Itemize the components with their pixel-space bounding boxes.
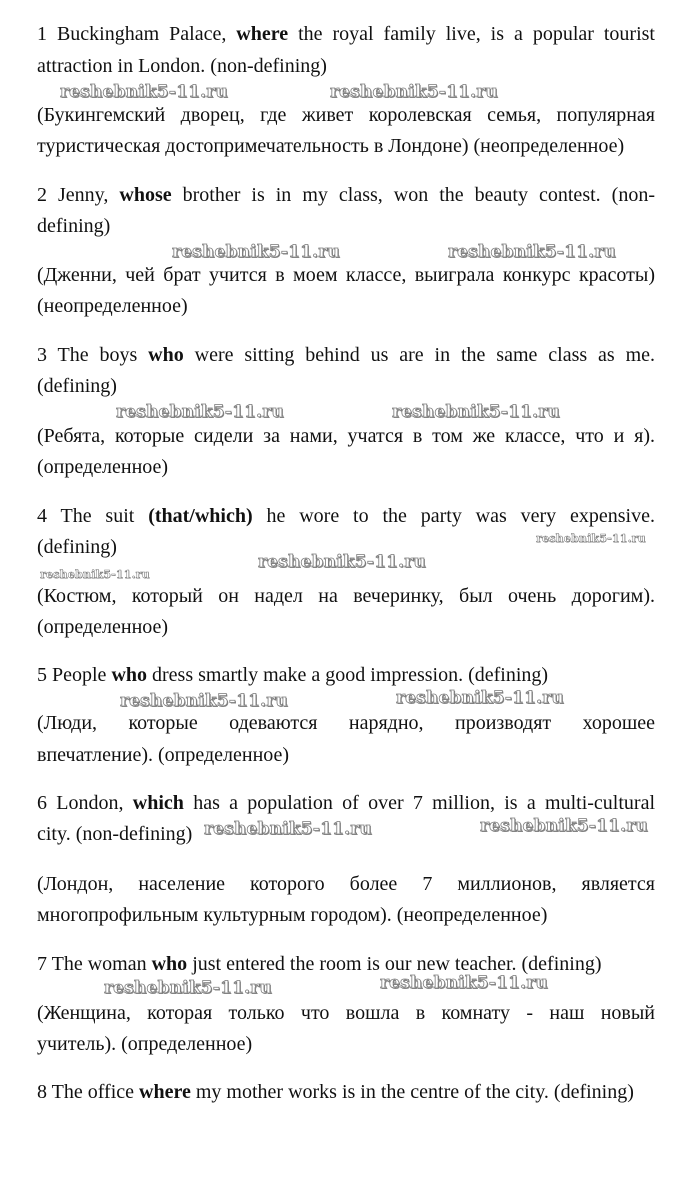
item-1-translation-line-1: (Букингемский дворец, где живет королевская семья, популярная: [37, 104, 655, 126]
item-3-line-2: (defining): [37, 375, 117, 397]
watermark: reshebnik5-11.ru: [258, 552, 426, 572]
item-2-translation-line-1: (Дженни, чей брат учится в моем классе, выиграла конкурс красоты): [37, 264, 655, 286]
watermark: reshebnik5-11.ru: [480, 816, 648, 836]
watermark: reshebnik5-11.ru: [40, 568, 150, 581]
item-7-translation-line-1: (Женщина, которая только что вошла в комнату - наш новый: [37, 1002, 655, 1024]
item-4-line-2: (defining): [37, 536, 117, 558]
item-2-line-2: defining): [37, 215, 111, 237]
item-3-translation-line-1: (Ребята, которые сидели за нами, учатся в том же классе, что и я).: [37, 425, 655, 447]
watermark: reshebnik5-11.ru: [172, 242, 340, 262]
watermark: reshebnik5-11.ru: [448, 242, 616, 262]
item-3-translation-line-2: (определенное): [37, 456, 169, 478]
watermark: reshebnik5-11.ru: [330, 82, 498, 102]
watermark: reshebnik5-11.ru: [392, 402, 560, 422]
item-6-line-1: 6 London, which has a population of over 7 million, is a multi-cultural: [37, 792, 655, 814]
item-1-line-1: 1 Buckingham Palace, where the royal family live, is a popular tourist: [37, 23, 655, 45]
item-2-translation-line-2: (неопределенное): [37, 295, 188, 317]
item-6-translation-line-2: многопрофильным культурным городом). (неопределенное): [37, 904, 548, 926]
watermark: reshebnik5-11.ru: [380, 973, 548, 993]
watermark: reshebnik5-11.ru: [396, 688, 564, 708]
item-1-line-2: attraction in London. (non-defining): [37, 55, 327, 77]
item-4-translation-line-1: (Костюм, который он надел на вечеринку, был очень дорогим).: [37, 585, 655, 607]
item-2-line-1: 2 Jenny, whose brother is in my class, won the beauty contest. (non-: [37, 184, 655, 206]
item-5-line-1: 5 People who dress smartly make a good impression. (defining): [37, 664, 549, 686]
item-6-translation-line-1: (Лондон, население которого более 7 миллионов, является: [37, 873, 655, 895]
watermark: reshebnik5-11.ru: [120, 691, 288, 711]
watermark: reshebnik5-11.ru: [60, 82, 228, 102]
watermark: reshebnik5-11.ru: [104, 978, 272, 998]
item-5-translation-line-2: впечатление). (определенное): [37, 744, 290, 766]
watermark: reshebnik5-11.ru: [536, 532, 646, 545]
item-3-line-1: 3 The boys who were sitting behind us are in the same class as me.: [37, 344, 656, 366]
item-5-translation-line-1: (Люди, которые одеваются нарядно, производят хорошее: [37, 712, 655, 734]
item-4-line-1: 4 The suit (that/which) he wore to the party was very expensive.: [37, 505, 655, 527]
item-4-translation-line-2: (определенное): [37, 616, 169, 638]
item-6-line-2: city. (non-defining): [37, 823, 193, 845]
watermark: reshebnik5-11.ru: [204, 819, 372, 839]
item-7-translation-line-2: учитель). (определенное): [37, 1033, 253, 1055]
item-1-translation-line-2: туристическая достопримечательность в Лондоне) (неопределенное): [37, 135, 625, 157]
watermark: reshebnik5-11.ru: [116, 402, 284, 422]
item-7-line-1: 7 The woman who just entered the room is our new teacher. (defining): [37, 953, 602, 975]
item-8-line-1: 8 The office where my mother works is in the centre of the city. (defining): [37, 1081, 634, 1103]
